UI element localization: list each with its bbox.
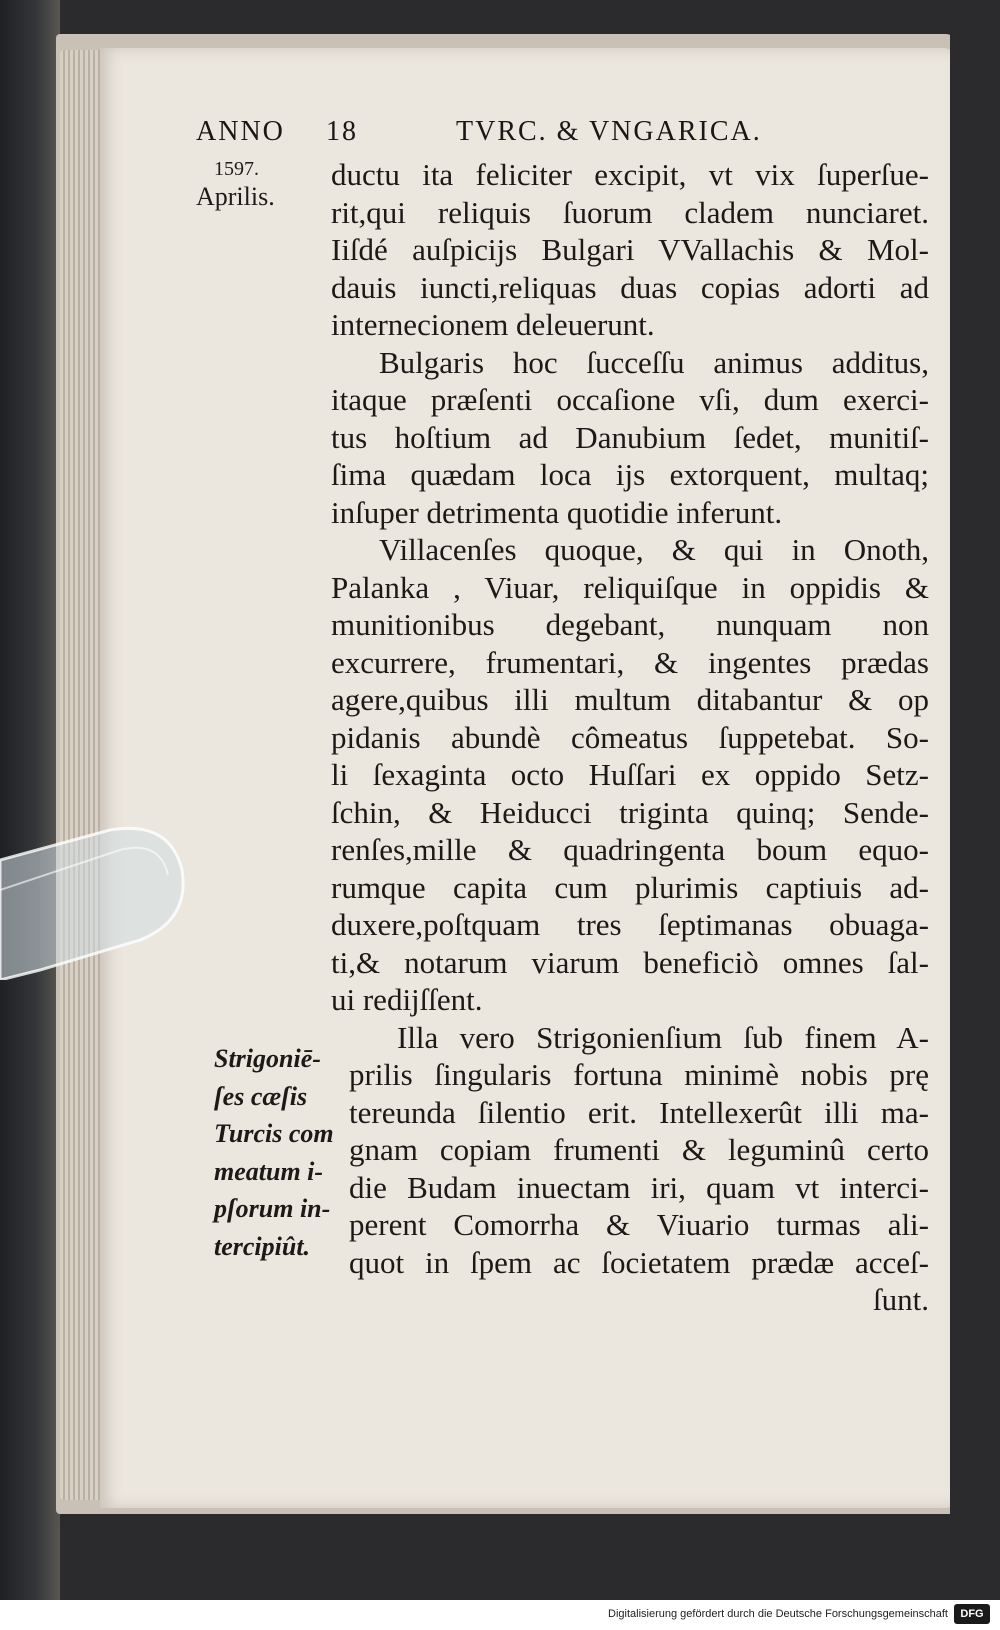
text-line: quot in ſpem ac ſocietatem prædæ acceſ-: [349, 1244, 929, 1280]
text-line: inſuper detrimenta quotidie inferunt.: [331, 494, 783, 530]
footer-bar: [0, 1600, 1000, 1630]
margin-note-line: Turcis com: [214, 1119, 334, 1148]
text-line: internecionem deleuerunt.: [331, 307, 655, 342]
text-line: ti,& notarum viarum beneficiò omnes ſal-: [331, 944, 929, 980]
margin-note-line: meatum i-: [214, 1156, 324, 1186]
text-line: Iiſdé auſpicijs Bulgari VVallachis & Mol-: [331, 232, 929, 267]
text-line: gnam copiam frumenti & leguminû certo: [349, 1132, 929, 1167]
text-line: Palanka , Viuar, reliquiſque in oppidis &: [331, 569, 929, 605]
margin-year: 1597.: [214, 158, 259, 180]
text-line: munitionibus degebant, nunquam non: [331, 607, 929, 642]
text-line: tus hoſtium ad Danubium ſedet, munitiſ-: [331, 419, 929, 455]
funding-credit: Digitalisierung gefördert durch die Deutsche Forschungsgemeinschaft: [608, 1608, 948, 1620]
dfg-logo: DFG: [954, 1604, 990, 1624]
glass-page-clip: [0, 820, 190, 980]
text-line: ductu ita feliciter excipit, vt vix ſuperſue-: [331, 157, 929, 192]
text-line: dauis iuncti,reliquas duas copias adorti ad: [331, 269, 929, 305]
margin-month: Aprilis.: [196, 182, 275, 211]
margin-note: [214, 1040, 346, 1265]
text-line: rit,qui reliquis ſuorum cladem nunciaret.: [331, 194, 929, 230]
running-head-anno: ANNO: [196, 116, 285, 147]
text-line: die Budam inuectam iri, quam vt interci-: [349, 1169, 929, 1205]
text-line: renſes,mille & quadringenta boum equo-: [331, 832, 929, 867]
text-line: rumque capita cum plurimis captiuis ad-: [331, 869, 929, 905]
text-line: prilis ſingularis fortuna minimè nobis prę: [349, 1057, 929, 1092]
text-line: Villacenſes quoque, & qui in Onoth,: [379, 532, 929, 567]
text-line: pidanis abundè cômeatus ſuppetebat. So-: [331, 719, 929, 755]
text-line: duxere,poſtquam tres ſeptimanas obuaga-: [331, 907, 929, 942]
body-text: [331, 156, 929, 1319]
text-line: itaque præſenti occaſione vſi, dum exerci-: [331, 382, 929, 417]
text-line: ſima quædam loca ijs extorquent, multaq;: [331, 457, 929, 492]
text-line: ui redijſſent.: [331, 982, 483, 1017]
page-number: 18: [326, 116, 358, 147]
text-line: perent Comorrha & Viuario turmas ali-: [349, 1207, 929, 1242]
scan-background-left: [0, 0, 60, 1630]
margin-note-line: ſes cæſis: [214, 1081, 308, 1111]
margin-note-line: Strigoniē-: [214, 1044, 321, 1073]
text-line: Bulgaris hoc ſucceſſu animus additus,: [379, 344, 929, 380]
text-line: ſchin, & Heiducci triginta quinq; Sende-: [331, 794, 929, 830]
text-line: li ſexaginta octo Huſſari ex oppido Setz-: [331, 757, 929, 792]
scan-background-right: [950, 0, 1000, 1630]
text-line: excurrere, frumentari, & ingentes prædas: [331, 644, 929, 680]
text-line: agere,quibus illi multum ditabantur & op: [331, 682, 929, 717]
text-line: Illa vero Strigonienſium ſub finem A-: [397, 1019, 929, 1055]
text-line: tereunda ſilentio erit. Intellexerût illi ma-: [349, 1094, 929, 1130]
text-line: ſunt.: [873, 1282, 929, 1317]
running-title: TVRC. & VNGARICA.: [456, 116, 762, 147]
margin-date: [196, 155, 316, 211]
margin-note-line: tercipiût.: [214, 1231, 311, 1261]
margin-note-line: pſorum in-: [214, 1194, 331, 1223]
